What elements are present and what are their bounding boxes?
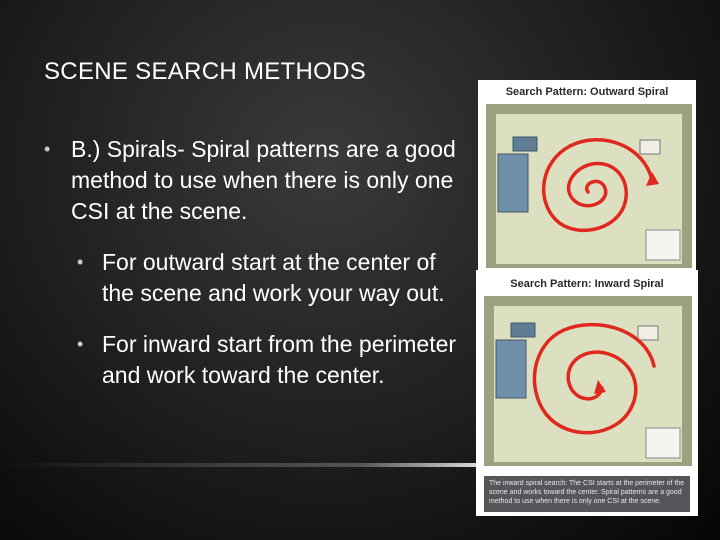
furniture-tv <box>513 137 537 151</box>
inward-figure-title: Search Pattern: Inward Spiral <box>510 278 664 290</box>
bullet-inward: • For inward start from the perimeter and work toward the center. <box>44 329 464 391</box>
furniture-table <box>646 230 680 260</box>
inward-figure-caption: The inward spiral search: The CSI starts at the perimeter of the scene and works toward the center. Spiral patterns are a good method to use when there is only one CSI at the scene. <box>484 476 690 512</box>
bullet-list <box>44 134 464 391</box>
bullet-outward: • For outward start at the center of the scene and work your way out. <box>44 247 464 309</box>
furniture-shelf <box>498 154 528 212</box>
outward-room-diagram <box>478 80 696 270</box>
furniture-table <box>646 428 680 458</box>
furniture-chair <box>640 140 660 154</box>
bullet-main: • B.) Spirals- Spiral patterns are a good method to use when there is only one CSI at the scene. <box>44 134 464 227</box>
furniture-tv <box>511 323 535 337</box>
outward-spiral-figure <box>478 80 696 270</box>
furniture-chair <box>638 326 658 340</box>
slide-title: SCENE SEARCH METHODS <box>44 58 367 85</box>
inward-spiral-figure <box>476 270 698 516</box>
furniture-shelf <box>496 340 526 398</box>
outward-figure-title: Search Pattern: Outward Spiral <box>505 86 669 98</box>
